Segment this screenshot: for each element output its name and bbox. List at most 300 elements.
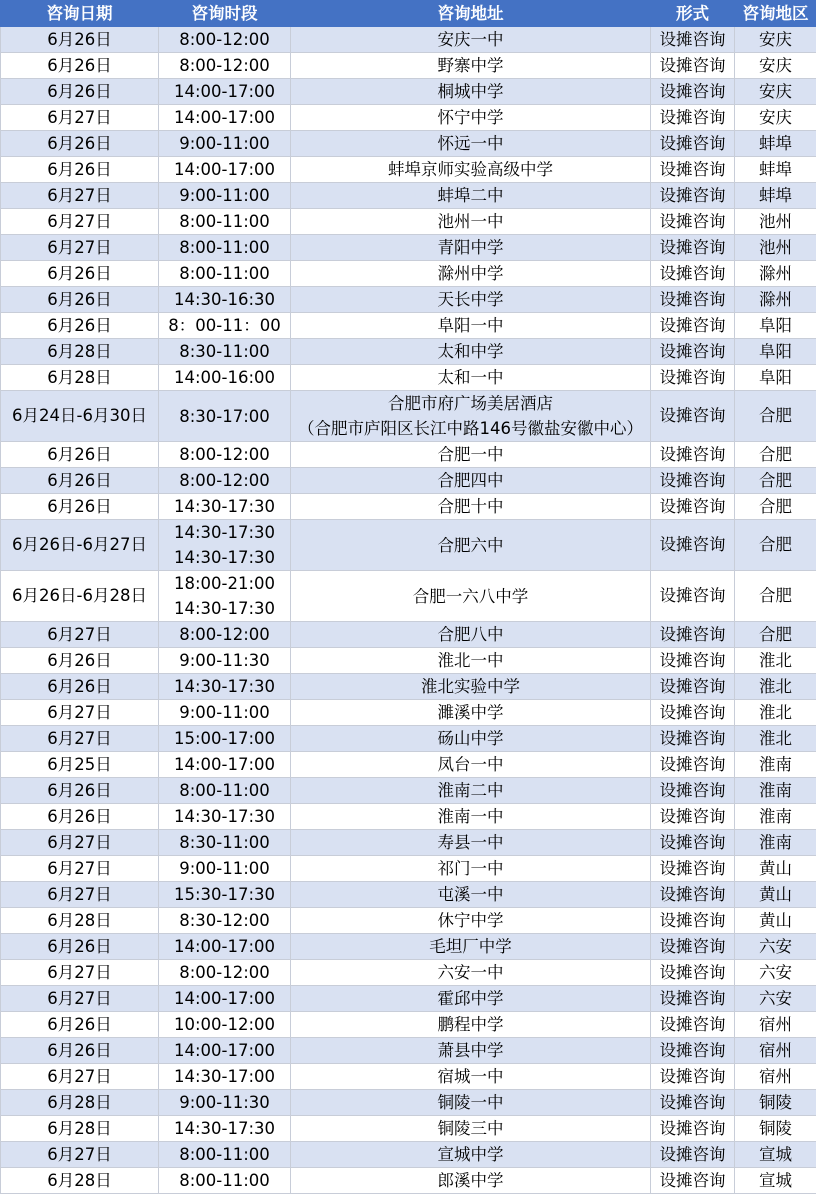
region-cell: 合肥 [735, 468, 816, 494]
address-line: 屯溪一中 [291, 882, 650, 907]
region-cell: 宿州 [735, 1064, 816, 1090]
time-line: 9:00-11:00 [159, 700, 290, 725]
region-cell: 铜陵 [735, 1090, 816, 1116]
date-cell: 6月27日 [1, 1142, 159, 1168]
table-row [1, 27, 816, 53]
address-line: 郎溪中学 [291, 1168, 650, 1193]
date-cell: 6月28日 [1, 339, 159, 365]
address-cell [291, 235, 651, 261]
address-line: 铜陵一中 [291, 1090, 650, 1115]
time-cell [159, 365, 291, 391]
table-row [1, 908, 816, 934]
table-row [1, 1038, 816, 1064]
form-cell: 设摊咨询 [651, 235, 735, 261]
time-cell [159, 261, 291, 287]
time-cell [159, 882, 291, 908]
address-cell [291, 700, 651, 726]
time-cell [159, 391, 291, 442]
date-cell: 6月27日 [1, 1064, 159, 1090]
date-cell: 6月26日 [1, 468, 159, 494]
address-line: 天长中学 [291, 287, 650, 312]
date-cell: 6月27日 [1, 856, 159, 882]
table-row [1, 520, 816, 571]
address-cell [291, 183, 651, 209]
address-line: 安庆一中 [291, 27, 650, 52]
table-row [1, 571, 816, 622]
time-cell [159, 79, 291, 105]
table-header-row [1, 1, 816, 27]
table-row [1, 882, 816, 908]
form-cell: 设摊咨询 [651, 261, 735, 287]
time-cell [159, 1116, 291, 1142]
time-line: 9:00-11:30 [159, 648, 290, 673]
form-cell: 设摊咨询 [651, 726, 735, 752]
address-cell [291, 339, 651, 365]
address-cell [291, 986, 651, 1012]
address-line: 蚌埠二中 [291, 183, 650, 208]
date-cell: 6月27日 [1, 183, 159, 209]
header-time: 咨询时段 [159, 1, 291, 27]
time-cell [159, 209, 291, 235]
address-line: 合肥八中 [291, 622, 650, 647]
time-cell [159, 131, 291, 157]
time-line: 8:30-17:00 [159, 404, 290, 429]
form-cell: 设摊咨询 [651, 752, 735, 778]
form-cell: 设摊咨询 [651, 27, 735, 53]
date-cell: 6月27日 [1, 830, 159, 856]
form-cell: 设摊咨询 [651, 105, 735, 131]
region-cell: 蚌埠 [735, 157, 816, 183]
address-cell [291, 365, 651, 391]
address-line: 合肥十中 [291, 494, 650, 519]
region-cell: 铜陵 [735, 1116, 816, 1142]
table-row [1, 313, 816, 339]
table-row [1, 442, 816, 468]
form-cell: 设摊咨询 [651, 674, 735, 700]
address-line: 合肥一六八中学 [291, 584, 650, 609]
table-row [1, 157, 816, 183]
table-row [1, 622, 816, 648]
region-cell: 安庆 [735, 79, 816, 105]
address-line: 淮北一中 [291, 648, 650, 673]
time-cell [159, 468, 291, 494]
form-cell: 设摊咨询 [651, 520, 735, 571]
time-line: 8:00-12:00 [159, 53, 290, 78]
address-line: 淮北实验中学 [291, 674, 650, 699]
region-cell: 淮南 [735, 778, 816, 804]
time-cell [159, 674, 291, 700]
address-cell [291, 313, 651, 339]
time-cell [159, 1064, 291, 1090]
date-cell: 6月26日 [1, 27, 159, 53]
header-region: 咨询地区 [735, 1, 816, 27]
form-cell: 设摊咨询 [651, 131, 735, 157]
address-cell [291, 571, 651, 622]
time-line: 14:30-17:30 [159, 545, 290, 570]
form-cell: 设摊咨询 [651, 908, 735, 934]
date-cell: 6月28日 [1, 365, 159, 391]
time-cell [159, 856, 291, 882]
time-cell [159, 494, 291, 520]
region-cell: 合肥 [735, 442, 816, 468]
address-cell [291, 960, 651, 986]
time-line: 9:00-11:00 [159, 131, 290, 156]
region-cell: 合肥 [735, 622, 816, 648]
date-cell: 6月27日 [1, 986, 159, 1012]
date-cell: 6月26日 [1, 648, 159, 674]
region-cell: 安庆 [735, 27, 816, 53]
table-row [1, 1012, 816, 1038]
region-cell: 宿州 [735, 1038, 816, 1064]
region-cell: 淮南 [735, 804, 816, 830]
form-cell: 设摊咨询 [651, 287, 735, 313]
time-line: 14:30-17:00 [159, 1064, 290, 1089]
time-line: 14:00-16:00 [159, 365, 290, 390]
table-row [1, 1116, 816, 1142]
time-cell [159, 235, 291, 261]
header-address: 咨询地址 [291, 1, 651, 27]
address-cell [291, 674, 651, 700]
address-cell [291, 131, 651, 157]
form-cell: 设摊咨询 [651, 571, 735, 622]
form-cell: 设摊咨询 [651, 157, 735, 183]
address-line: 怀远一中 [291, 131, 650, 156]
address-line: 滁州中学 [291, 261, 650, 286]
table-row [1, 648, 816, 674]
date-cell: 6月26日 [1, 131, 159, 157]
table-row [1, 261, 816, 287]
table-row [1, 53, 816, 79]
date-cell: 6月27日 [1, 700, 159, 726]
time-cell [159, 53, 291, 79]
address-line: 霍邱中学 [291, 986, 650, 1011]
table-row [1, 830, 816, 856]
date-cell: 6月27日 [1, 622, 159, 648]
time-cell [159, 960, 291, 986]
form-cell: 设摊咨询 [651, 934, 735, 960]
address-cell [291, 468, 651, 494]
table-row [1, 1090, 816, 1116]
form-cell: 设摊咨询 [651, 391, 735, 442]
table-row [1, 209, 816, 235]
time-cell [159, 778, 291, 804]
form-cell: 设摊咨询 [651, 986, 735, 1012]
time-cell [159, 105, 291, 131]
form-cell: 设摊咨询 [651, 700, 735, 726]
time-line: 14:00-17:00 [159, 934, 290, 959]
time-cell [159, 571, 291, 622]
form-cell: 设摊咨询 [651, 468, 735, 494]
time-cell [159, 442, 291, 468]
region-cell: 阜阳 [735, 365, 816, 391]
form-cell: 设摊咨询 [651, 804, 735, 830]
address-line: 太和一中 [291, 365, 650, 390]
form-cell: 设摊咨询 [651, 1168, 735, 1194]
time-cell [159, 1168, 291, 1194]
time-line: 14:00-17:00 [159, 1038, 290, 1063]
region-cell: 合肥 [735, 391, 816, 442]
address-line: 鹏程中学 [291, 1012, 650, 1037]
time-cell [159, 908, 291, 934]
time-cell [159, 622, 291, 648]
form-cell: 设摊咨询 [651, 622, 735, 648]
form-cell: 设摊咨询 [651, 209, 735, 235]
address-cell [291, 287, 651, 313]
table-row [1, 287, 816, 313]
region-cell: 六安 [735, 960, 816, 986]
time-line: 8:00-11:00 [159, 778, 290, 803]
address-cell [291, 1012, 651, 1038]
time-line: 8：00-11：00 [159, 313, 290, 338]
time-line: 14:30-17:30 [159, 520, 290, 545]
time-line: 15:30-17:30 [159, 882, 290, 907]
date-cell: 6月26日-6月28日 [1, 571, 159, 622]
time-line: 14:00-17:00 [159, 752, 290, 777]
address-line: 寿县一中 [291, 830, 650, 855]
date-cell: 6月26日 [1, 1012, 159, 1038]
address-line: 太和中学 [291, 339, 650, 364]
address-line: 宿城一中 [291, 1064, 650, 1089]
region-cell: 合肥 [735, 571, 816, 622]
address-cell [291, 53, 651, 79]
date-cell: 6月28日 [1, 1090, 159, 1116]
region-cell: 蚌埠 [735, 131, 816, 157]
table-row [1, 131, 816, 157]
address-line: 六安一中 [291, 960, 650, 985]
date-cell: 6月26日 [1, 313, 159, 339]
table-row [1, 778, 816, 804]
time-line: 8:30-11:00 [159, 830, 290, 855]
region-cell: 阜阳 [735, 313, 816, 339]
form-cell: 设摊咨询 [651, 339, 735, 365]
form-cell: 设摊咨询 [651, 882, 735, 908]
form-cell: 设摊咨询 [651, 648, 735, 674]
time-line: 8:00-11:00 [159, 1168, 290, 1193]
address-cell [291, 830, 651, 856]
date-cell: 6月26日 [1, 157, 159, 183]
header-date: 咨询日期 [1, 1, 159, 27]
address-line: 青阳中学 [291, 235, 650, 260]
time-cell [159, 830, 291, 856]
time-line: 14:00-17:00 [159, 79, 290, 104]
table-row [1, 856, 816, 882]
address-cell [291, 494, 651, 520]
form-cell: 设摊咨询 [651, 1064, 735, 1090]
time-cell [159, 986, 291, 1012]
region-cell: 淮北 [735, 700, 816, 726]
address-cell [291, 908, 651, 934]
time-cell [159, 804, 291, 830]
address-cell [291, 442, 651, 468]
table-row [1, 700, 816, 726]
time-line: 14:30-17:30 [159, 1116, 290, 1141]
region-cell: 安庆 [735, 105, 816, 131]
region-cell: 滁州 [735, 261, 816, 287]
region-cell: 淮北 [735, 726, 816, 752]
table-row [1, 105, 816, 131]
form-cell: 设摊咨询 [651, 494, 735, 520]
table-row [1, 79, 816, 105]
time-line: 10:00-12:00 [159, 1012, 290, 1037]
region-cell: 淮南 [735, 752, 816, 778]
address-cell [291, 778, 651, 804]
time-line: 9:00-11:00 [159, 856, 290, 881]
date-cell: 6月26日 [1, 778, 159, 804]
time-line: 8:30-12:00 [159, 908, 290, 933]
time-line: 14:30-16:30 [159, 287, 290, 312]
date-cell: 6月26日 [1, 261, 159, 287]
time-cell [159, 27, 291, 53]
time-line: 8:00-11:00 [159, 1142, 290, 1167]
time-line: 14:30-17:30 [159, 494, 290, 519]
address-cell [291, 105, 651, 131]
date-cell: 6月26日-6月27日 [1, 520, 159, 571]
time-cell [159, 752, 291, 778]
address-line: 铜陵三中 [291, 1116, 650, 1141]
address-line: 淮南二中 [291, 778, 650, 803]
time-cell [159, 339, 291, 365]
form-cell: 设摊咨询 [651, 1012, 735, 1038]
table-row [1, 934, 816, 960]
address-cell [291, 1116, 651, 1142]
table-row [1, 1064, 816, 1090]
region-cell: 阜阳 [735, 339, 816, 365]
address-line: 阜阳一中 [291, 313, 650, 338]
form-cell: 设摊咨询 [651, 365, 735, 391]
date-cell: 6月27日 [1, 882, 159, 908]
table-row [1, 986, 816, 1012]
region-cell: 黄山 [735, 856, 816, 882]
form-cell: 设摊咨询 [651, 1090, 735, 1116]
time-cell [159, 700, 291, 726]
time-cell [159, 1090, 291, 1116]
time-cell [159, 157, 291, 183]
time-cell [159, 1038, 291, 1064]
form-cell: 设摊咨询 [651, 79, 735, 105]
time-line: 9:00-11:00 [159, 183, 290, 208]
address-cell [291, 157, 651, 183]
address-cell [291, 1064, 651, 1090]
address-line: （合肥市庐阳区长江中路146号徽盐安徽中心） [291, 416, 650, 441]
date-cell: 6月28日 [1, 1168, 159, 1194]
time-cell [159, 287, 291, 313]
address-cell [291, 804, 651, 830]
date-cell: 6月24日-6月30日 [1, 391, 159, 442]
date-cell: 6月26日 [1, 934, 159, 960]
table-row [1, 726, 816, 752]
form-cell: 设摊咨询 [651, 1038, 735, 1064]
time-cell [159, 313, 291, 339]
table-body [1, 27, 816, 1194]
address-line: 合肥市府广场美居酒店 [291, 391, 650, 416]
date-cell: 6月28日 [1, 908, 159, 934]
time-cell [159, 934, 291, 960]
address-cell [291, 1142, 651, 1168]
date-cell: 6月27日 [1, 105, 159, 131]
date-cell: 6月26日 [1, 494, 159, 520]
region-cell: 宿州 [735, 1012, 816, 1038]
address-line: 砀山中学 [291, 726, 650, 751]
address-line: 凤台一中 [291, 752, 650, 777]
region-cell: 安庆 [735, 53, 816, 79]
address-line: 合肥六中 [291, 533, 650, 558]
time-line: 9:00-11:30 [159, 1090, 290, 1115]
date-cell: 6月27日 [1, 209, 159, 235]
time-line: 14:30-17:30 [159, 674, 290, 699]
form-cell: 设摊咨询 [651, 778, 735, 804]
address-line: 萧县中学 [291, 1038, 650, 1063]
table-row [1, 752, 816, 778]
time-line: 14:00-17:00 [159, 105, 290, 130]
table-row [1, 674, 816, 700]
date-cell: 6月27日 [1, 235, 159, 261]
table-row [1, 339, 816, 365]
region-cell: 淮北 [735, 648, 816, 674]
address-cell [291, 520, 651, 571]
address-line: 淮南一中 [291, 804, 650, 829]
form-cell: 设摊咨询 [651, 53, 735, 79]
address-cell [291, 391, 651, 442]
time-line: 8:00-11:00 [159, 261, 290, 286]
address-cell [291, 752, 651, 778]
time-line: 8:00-11:00 [159, 235, 290, 260]
time-line: 14:30-17:30 [159, 804, 290, 829]
time-cell [159, 726, 291, 752]
form-cell: 设摊咨询 [651, 960, 735, 986]
address-cell [291, 79, 651, 105]
form-cell: 设摊咨询 [651, 830, 735, 856]
date-cell: 6月26日 [1, 442, 159, 468]
region-cell: 合肥 [735, 520, 816, 571]
time-line: 18:00-21:00 [159, 571, 290, 596]
address-line: 毛坦厂中学 [291, 934, 650, 959]
region-cell: 池州 [735, 235, 816, 261]
date-cell: 6月26日 [1, 804, 159, 830]
address-cell [291, 934, 651, 960]
address-line: 池州一中 [291, 209, 650, 234]
address-line: 合肥一中 [291, 442, 650, 467]
address-line: 怀宁中学 [291, 105, 650, 130]
form-cell: 设摊咨询 [651, 856, 735, 882]
region-cell: 蚌埠 [735, 183, 816, 209]
region-cell: 池州 [735, 209, 816, 235]
address-line: 祁门一中 [291, 856, 650, 881]
address-line: 桐城中学 [291, 79, 650, 104]
address-cell [291, 882, 651, 908]
date-cell: 6月28日 [1, 1116, 159, 1142]
time-cell [159, 183, 291, 209]
time-cell [159, 520, 291, 571]
address-line: 合肥四中 [291, 468, 650, 493]
address-cell [291, 261, 651, 287]
header-form: 形式 [651, 1, 735, 27]
region-cell: 合肥 [735, 494, 816, 520]
time-line: 8:30-11:00 [159, 339, 290, 364]
form-cell: 设摊咨询 [651, 313, 735, 339]
time-line: 14:00-17:00 [159, 157, 290, 182]
region-cell: 淮南 [735, 830, 816, 856]
region-cell: 六安 [735, 934, 816, 960]
date-cell: 6月26日 [1, 53, 159, 79]
region-cell: 六安 [735, 986, 816, 1012]
time-line: 14:30-17:30 [159, 596, 290, 621]
table-row [1, 365, 816, 391]
date-cell: 6月26日 [1, 1038, 159, 1064]
address-cell [291, 209, 651, 235]
address-line: 宣城中学 [291, 1142, 650, 1167]
table-row [1, 494, 816, 520]
address-cell [291, 856, 651, 882]
